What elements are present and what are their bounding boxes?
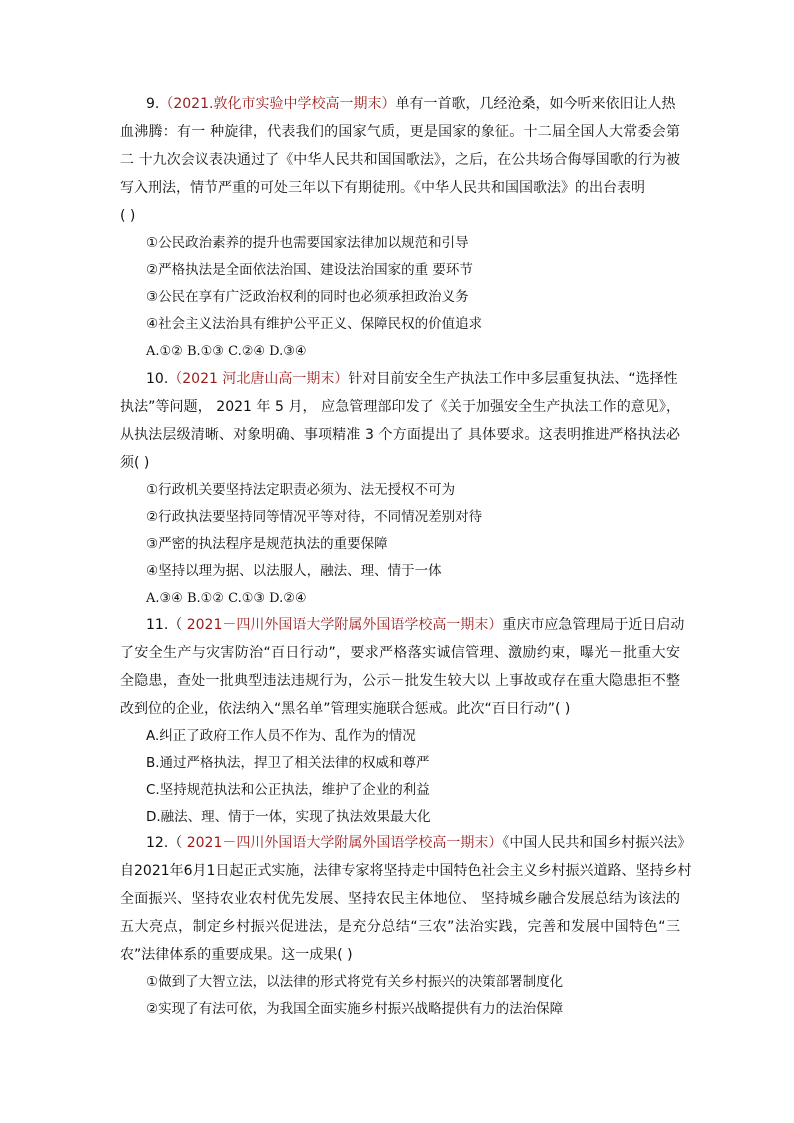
- option-a: A.纠正了政府工作人员不作为、乱作为的情况: [146, 728, 416, 744]
- question-number: 9.: [146, 96, 160, 112]
- statement-2: ②行政执法要坚持同等情况平等对待，不同情况差别对待: [146, 509, 483, 525]
- question-10-line-1: [146, 365, 678, 393]
- statement-1: ①做到了大智立法，以法律的形式将党有关乡村振兴的决策部署制度化: [146, 974, 564, 990]
- answer-choices: A.③④ B.①② C.①③ D.②④: [146, 591, 307, 606]
- answer-bracket: ( ): [120, 208, 136, 224]
- question-10-line-4: 须( ): [120, 455, 150, 471]
- answer-choices: A.①② B.①③ C.②④ D.③④: [146, 344, 307, 359]
- option-d: D.融法、理、情于一体，实现了执法效果最大化: [146, 809, 431, 825]
- statement-3: ③公民在享有广泛政治权利的同时也必须承担政治义务: [146, 289, 469, 305]
- question-9-line-3: 二 十九次会议表决通过了《中华人民共和国国歌法》，之后，在公共场合侮辱国歌的行为被: [120, 152, 680, 168]
- question-12-line-4: 五大亮点，制定乡村振兴促进法，是充分总结“三农”法治实践，完善和发展中国特色“三: [120, 919, 680, 935]
- question-source: 2021－四川外国语大学附属外国语学校高一期末）: [182, 617, 503, 633]
- statement-4: ④社会主义法治具有维护公平正义、保障民权的价值追求: [146, 316, 483, 332]
- statement-1: ①行政机关要坚持法定职责必须为、法无授权不可为: [146, 482, 456, 498]
- question-12-line-5: 农”法律体系的重要成果。这一成果( ): [120, 947, 353, 963]
- question-11-line-3: 全隐患，查处一批典型违法违规行为，公示－批发生较大以 上事故或存在重大隐患拒不整: [120, 673, 680, 689]
- question-12-line-3: 全面振兴、坚持农业农村优先发展、坚持农民主体地位、 坚持城乡融合发展总结为该法的: [120, 891, 680, 907]
- question-9-line-1: [146, 90, 675, 118]
- question-source: （2021.敦化市实验中学校高一期末）: [159, 96, 396, 112]
- question-9-line-2: 血沸腾：有一 种旋律，代表我们的国家气质，更是国家的象征。十二届全国人大常委会第: [120, 124, 680, 140]
- statement-1: ①公民政治素养的提升也需要国家法律加以规范和引导: [146, 235, 469, 251]
- question-12-line-2: 自2021年6月1日起正式实施，法律专家将坚持走中国特色社会主义乡村振兴道路、坚持乡村: [120, 863, 692, 879]
- question-number: 11.（: [146, 617, 183, 633]
- option-b: B.通过严格执法，捍卫了相关法律的权威和尊严: [146, 755, 430, 771]
- question-text: 重庆市应急管理局于近日启动: [502, 617, 685, 633]
- question-12-line-1: [146, 829, 691, 857]
- question-9-line-4: 写入刑法，情节严重的可处三年以下有期徒刑。《中华人民共和国国歌法》的出台表明: [120, 180, 645, 196]
- question-text: 针对目前安全生产执法工作中多层重复执法、“选择性: [348, 371, 678, 387]
- question-10-line-2: 执法”等问题， 2021 年 5 月， 应急管理部印发了《关于加强安全生产执法工作的意见》，: [120, 399, 680, 415]
- question-number: 12.（: [146, 835, 183, 851]
- question-10-line-3: 从执法层级清晰、对象明确、事项精准 3 个方面提出了 具体要求。这表明推进严格执法必: [120, 427, 680, 443]
- question-number: 10.: [146, 371, 169, 387]
- question-11-line-4: 改到位的企业，依法纳入“黑名单”管理实施联合惩戒。此次“百日行动”( ): [120, 701, 571, 717]
- question-text: 单有一首歌，几经沧桑，如今听来依旧让人热: [395, 96, 676, 112]
- statement-2: ②严格执法是全面依法治国、建设法治国家的重 要环节: [146, 262, 473, 278]
- question-source: （2021 河北唐山高一期末）: [168, 371, 349, 387]
- question-source: 2021－四川外国语大学附属外国语学校高一期末）: [182, 835, 503, 851]
- statement-3: ③严密的执法程序是规范执法的重要保障: [146, 536, 388, 552]
- question-text: 《中国人民共和国乡村振兴法》: [502, 835, 692, 851]
- question-11-line-1: [146, 611, 684, 639]
- option-c: C.坚持规范执法和公正执法，维护了企业的利益: [146, 782, 430, 798]
- question-11-line-2: 了安全生产与灾害防治“百日行动”，要求严格落实诚信管理、激励约束，曝光－批重大安: [120, 645, 680, 661]
- statement-2: ②实现了有法可依，为我国全面实施乡村振兴战略提供有力的法治保障: [146, 1001, 564, 1017]
- statement-4: ④坚持以理为据、以法服人，融法、理、情于一体: [146, 563, 442, 579]
